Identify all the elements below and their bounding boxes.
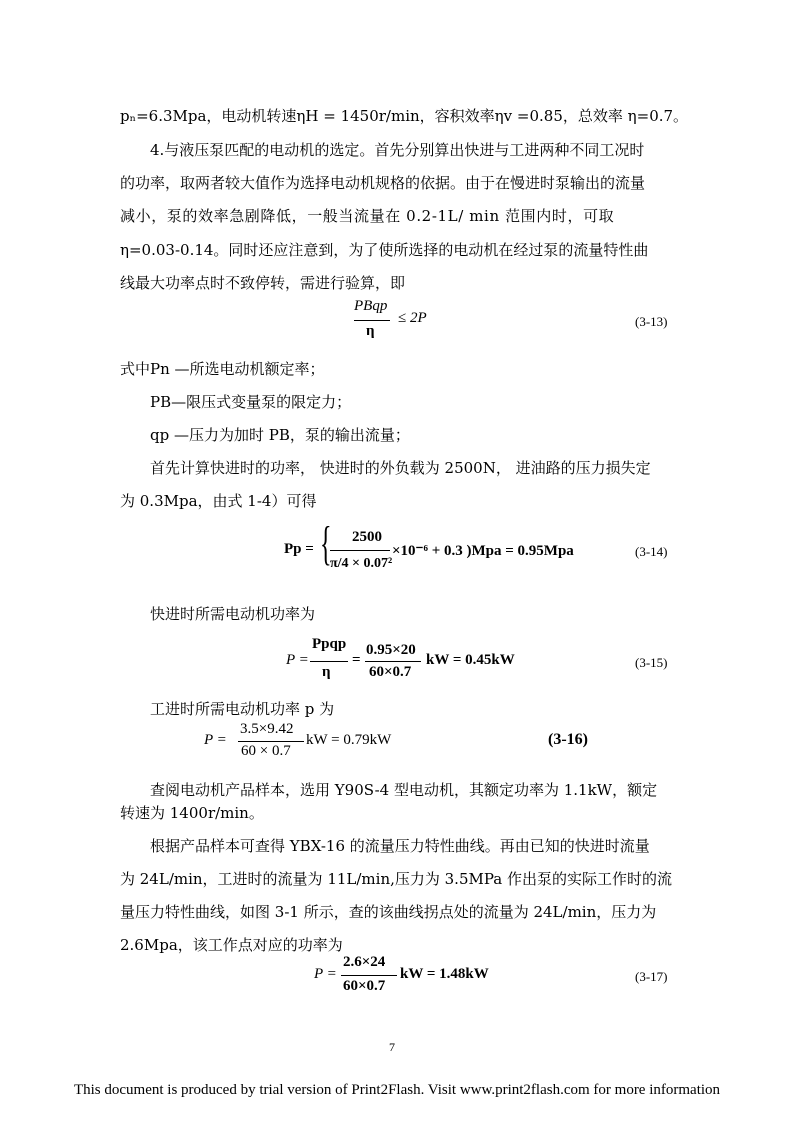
eq-numerator: 2.6×24 bbox=[343, 954, 386, 970]
text-line: 4.与液压泵匹配的电动机的选定。首先分别算出快进与工进两种不同工况时 bbox=[150, 141, 645, 159]
eq-rhs: kW = 0.79kW bbox=[306, 732, 392, 748]
text-line: 首先计算快进时的功率， 快进时的外负载为 2500N， 进油路的压力损失定 bbox=[150, 459, 651, 477]
eq-lhs: P = bbox=[286, 652, 309, 668]
page-number: 7 bbox=[389, 1040, 395, 1054]
eq-rhs: kW = 1.48kW bbox=[400, 966, 489, 982]
eq-lhs: P = bbox=[204, 732, 227, 748]
fraction-bar bbox=[365, 661, 421, 662]
text-line: pₙ=6.3Mpa，电动机转速ηH = 1450r/min，容积效率ηv =0.85，总效率 η=0.7。 bbox=[120, 107, 689, 125]
text-line: 量压力特性曲线，如图 3-1 所示，查的该曲线拐点处的流量为 24L/min，压力为 bbox=[120, 903, 657, 921]
text-line: 线最大功率点时不致停转，需进行验算，即 bbox=[120, 274, 406, 292]
text-line: 的功率，取两者较大值作为选择电动机规格的依据。由于在慢进时泵输出的流量 bbox=[120, 174, 646, 192]
fraction-bar bbox=[330, 550, 390, 551]
text-line: 2.6Mpa，该工作点对应的功率为 bbox=[120, 936, 343, 954]
text-line: 快进时所需电动机功率为 bbox=[150, 605, 316, 623]
fraction-bar bbox=[354, 320, 390, 321]
text-line: 减小，泵的效率急剧降低，一般当流量在 0.2-1L/ min 范围内时，可取 bbox=[120, 207, 615, 225]
eq-denominator-2: 60×0.7 bbox=[369, 664, 412, 680]
eq-denominator: 60 × 0.7 bbox=[241, 743, 291, 759]
eq-denominator: η bbox=[322, 664, 331, 680]
text-line: PB—限压式变量泵的限定力； bbox=[150, 393, 352, 411]
eq-lhs: Pp = bbox=[284, 541, 314, 557]
eq-rhs: kW = 0.45kW bbox=[426, 652, 515, 668]
eq-rhs: ≤ 2P bbox=[398, 310, 427, 326]
fraction-bar bbox=[310, 661, 348, 662]
text-line: qp —压力为加时 PB，泵的输出流量； bbox=[150, 426, 410, 444]
equation-number: (3-16) bbox=[548, 731, 588, 748]
eq-rhs: ×10⁻⁶ + 0.3 )Mpa = 0.95Mpa bbox=[392, 543, 574, 559]
text-line: 查阅电动机产品样本，选用 Y90S-4 型电动机，其额定功率为 1.1kW，额定 bbox=[150, 781, 658, 799]
eq-denominator: 60×0.7 bbox=[343, 978, 386, 994]
text-line: 转速为 1400r/min。 bbox=[120, 804, 264, 822]
eq-denominator: η bbox=[366, 323, 375, 339]
left-brace: { bbox=[320, 517, 332, 570]
text-line: 式中Pn —所选电动机额定率； bbox=[120, 360, 325, 378]
eq-numerator-2: 0.95×20 bbox=[366, 642, 416, 658]
text-line: 为 24L/min，工进时的流量为 11L/min,压力为 3.5MPa 作出泵的实际工作时的流 bbox=[120, 870, 672, 888]
fraction-bar bbox=[238, 741, 304, 742]
eq-denominator: π/4 × 0.07² bbox=[330, 556, 393, 571]
equation-number: (3-13) bbox=[635, 314, 668, 329]
eq-numerator: Ppqp bbox=[312, 636, 347, 652]
eq-numerator: PBqp bbox=[354, 298, 388, 314]
text-line: 为 0.3Mpa，由式 1-4）可得 bbox=[120, 492, 317, 510]
equation-number: (3-15) bbox=[635, 655, 668, 670]
text-line: 根据产品样本可查得 YBX-16 的流量压力特性曲线。再由已知的快进时流量 bbox=[150, 837, 650, 855]
eq-equals: = bbox=[352, 652, 361, 668]
equation-number: (3-14) bbox=[635, 544, 668, 559]
footer-notice: This document is produced by trial version of Print2Flash. Visit www.print2flash.com for more information bbox=[73, 1082, 721, 1098]
text-line: η=0.03-0.14。同时还应注意到，为了使所选择的电动机在经过泵的流量特性曲 bbox=[120, 241, 649, 259]
eq-numerator: 3.5×9.42 bbox=[240, 721, 294, 737]
eq-lhs: P = bbox=[314, 966, 337, 982]
fraction-bar bbox=[341, 975, 397, 976]
eq-numerator: 2500 bbox=[352, 529, 382, 545]
equation-number: (3-17) bbox=[635, 969, 668, 984]
text-line: 工进时所需电动机功率 p 为 bbox=[150, 700, 335, 718]
